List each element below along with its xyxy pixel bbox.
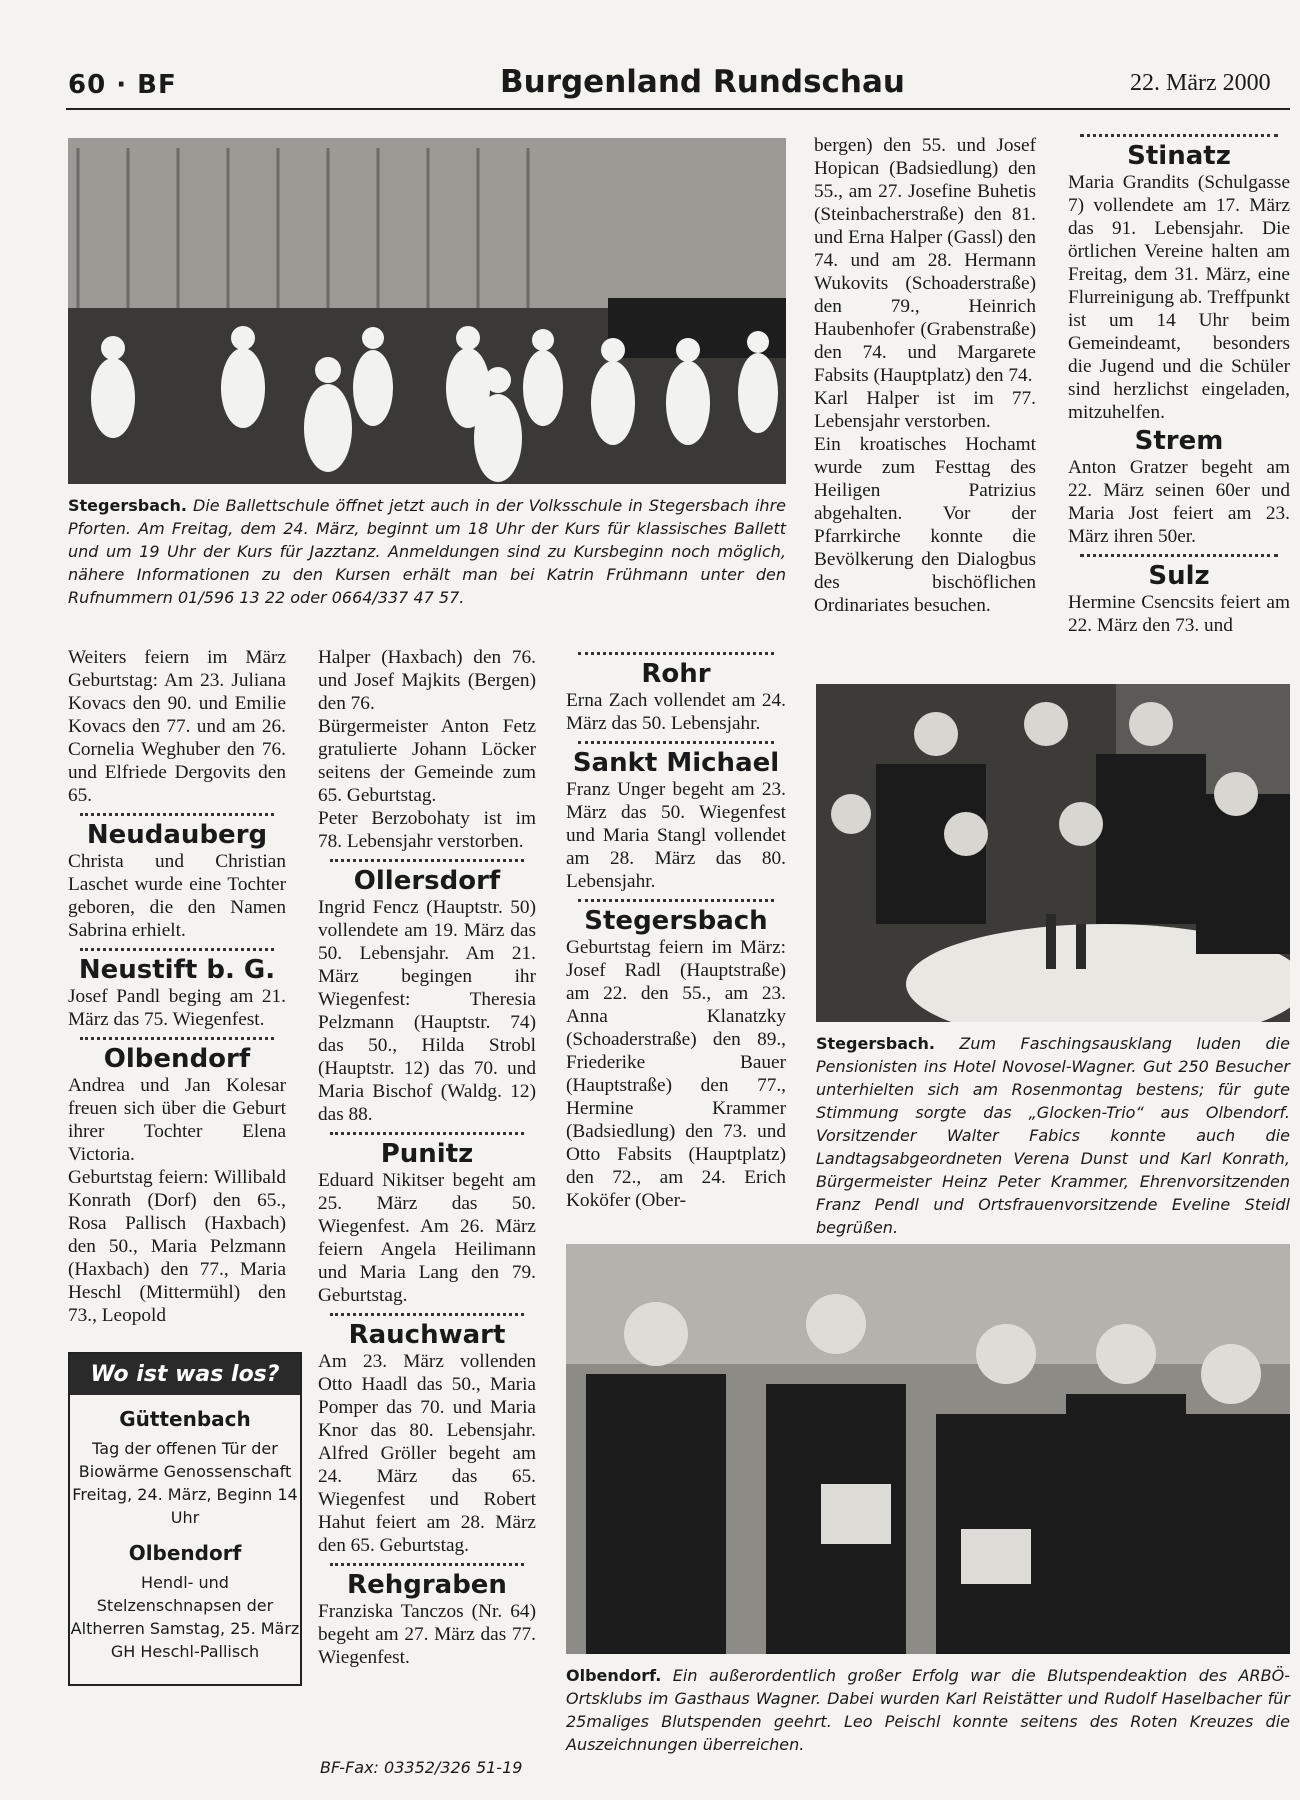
rohr-text: Erna Zach vollendet am 24. März das 50. Lebensjahr. xyxy=(566,690,786,734)
heading-strem: Strem xyxy=(1134,426,1224,456)
sankt-michael-text: Franz Unger begeht am 23. März das 50. Wiegenfest und Maria Stangl vollendet am 28. März das 80. Lebensjahr. xyxy=(566,779,786,892)
stegersbach-text: Geburtstag feiern im März: Josef Radl (Hauptstraße) am 22. den 55., am 23. Anna Klanatzky (Schoaderstraße) den 89., Friederike Bauer (Hauptstraße) den 77., Hermine Krammer (Badsiedlung) den 73. und Otto Fabsits (Hauptplatz) den 72., am 24. Erich Koköfer (Ober- xyxy=(566,937,786,1211)
heading-stegersbach: Stegersbach xyxy=(584,906,768,936)
pensioners-photo-image xyxy=(816,684,1290,1022)
fax-number: BF-Fax: 03352/326 51-19 xyxy=(320,1758,523,1777)
divider xyxy=(330,859,524,862)
strem-text: Anton Gratzer begeht am 22. März seinen 60er und Maria Jost feiert am 23. März ihren 50er. xyxy=(1068,457,1290,547)
divider xyxy=(578,899,774,902)
heading-olbendorf: Olbendorf xyxy=(103,1044,251,1074)
ollersdorf-text: Ingrid Fencz (Hauptstr. 50) vollendete am 19. März das 50. Lebensjahr. Am 21. März begingen ihr Wiegenfest: Theresia Pelzmann (Hauptstr. 74) das 50., Hilda Strobl (Hauptstr. 12) das 70. und Maria Bischof (Waldg. 12) das 88. xyxy=(318,897,536,1125)
events-text-guettenbach: Tag der offenen Tür der Biowärme Genossenschaft Freitag, 24. März, Beginn 14 Uhr xyxy=(72,1439,298,1527)
heading-sankt-michael: Sankt Michael xyxy=(572,748,780,778)
blood-donation-caption-text: Ein außerordentlich großer Erfolg war die Blutspendeaktion des ARBÖ-Ortsklubs im Gasthaus Wagner. Dabei wurden Karl Reistätter und Rudolf Haselbacher für 25maliges Blutspenden geehrt. Leo Peischl konnte seitens des Roten Kreuzes die Auszeichnungen überreichen. xyxy=(566,1666,1291,1754)
events-box-title: Wo ist was los? xyxy=(70,1354,300,1395)
events-box xyxy=(68,1352,302,1686)
heading-neudauberg: Neudauberg xyxy=(86,820,268,850)
column-2 xyxy=(318,646,536,1669)
column-3 xyxy=(566,646,786,1212)
pensioners-caption-text: Zum Faschingsausklang luden die Pensionisten ins Hotel Novosel-Wagner. Gut 250 Besucher unterhielten sich am Rosenmontag bestens; für gute Stimmung sorgte das „Glocken-Trio“ aus Olbendorf. Vorsitzender Walter Fabics konnte auch die Landtagsabgeordneten Verena Dunst und Karl Konrath, Bürgermeister Heinz Peter Krammer, Ehrenvorsitzenden Franz Pendl und Ortsfrauenvorsitzende Eveline Steidl begrüßen. xyxy=(816,1034,1290,1237)
divider xyxy=(330,1563,524,1566)
heading-punitz: Punitz xyxy=(380,1139,474,1169)
col4-text-1: bergen) den 55. und Josef Hopican (Badsiedlung) den 55., am 27. Josefine Buhetis (Steinbacherstraße) den 81. und Erna Halper (Gassl) den 74. und am 28. Hermann Wukovits (Schoaderstraße) den 79., Heinrich Haubenhofer (Grabenstraße) den 74. und Margarete Fabsits (Hauptplatz) den 74. xyxy=(814,135,1036,386)
blood-donation-caption xyxy=(566,1664,1290,1756)
issue-date: 22. März 2000 xyxy=(1130,70,1271,96)
ballet-photo xyxy=(68,138,786,484)
rehgraben-text: Franziska Tanczos (Nr. 64) begeht am 27. März das 77. Wiegenfest. xyxy=(318,1601,536,1668)
col2-intro-3: Peter Berzobohaty ist im 78. Lebensjahr verstorben. xyxy=(318,808,536,852)
column-1 xyxy=(68,646,286,1327)
heading-stinatz: Stinatz xyxy=(1127,141,1231,171)
column-5 xyxy=(1068,134,1290,637)
ballet-caption xyxy=(68,494,786,609)
neudauberg-text: Christa und Christian Laschet wurde eine Tochter geboren, die den Namen Sabrina erhielt. xyxy=(68,851,286,941)
divider xyxy=(330,1313,524,1316)
neustift-text: Josef Pandl beging am 21. März das 75. Wiegenfest. xyxy=(68,986,286,1030)
col1-intro: Weiters feiern im März Geburtstag: Am 23. Juliana Kovacs den 90. und Emilie Kovacs den 77. und am 26. Cornelia Weghuber den 76. und Elfriede Dergovits den 65. xyxy=(68,647,286,806)
divider xyxy=(1080,134,1278,137)
ballet-photo-image xyxy=(68,138,786,484)
newspaper-title: Burgenland Rundschau xyxy=(500,64,905,100)
divider xyxy=(80,948,274,951)
col4-text-2: Karl Halper ist im 77. Lebensjahr verstorben. xyxy=(814,388,1036,432)
heading-ollersdorf: Ollersdorf xyxy=(353,866,501,896)
blood-donation-photo-image xyxy=(566,1244,1290,1654)
divider xyxy=(80,813,274,816)
heading-rehgraben: Rehgraben xyxy=(347,1570,507,1600)
heading-neustift: Neustift b. G. xyxy=(78,955,276,985)
olbendorf-text-1: Andrea und Jan Kolesar freuen sich über die Geburt ihrer Tochter Elena Victoria. xyxy=(68,1075,286,1165)
blood-donation-photo xyxy=(566,1244,1290,1654)
divider xyxy=(80,1037,274,1040)
col2-intro-2: Bürgermeister Anton Fetz gratulierte Johann Löcker seitens der Gemeinde zum 65. Geburtstag. xyxy=(318,716,536,806)
divider xyxy=(330,1132,524,1135)
events-town-guettenbach: Güttenbach xyxy=(119,1407,251,1431)
heading-rohr: Rohr xyxy=(641,659,711,689)
col2-intro: Halper (Haxbach) den 76. und Josef Majkits (Bergen) den 76. xyxy=(318,647,536,714)
stinatz-text: Maria Grandits (Schulgasse 7) vollendete am 17. März das 91. Lebensjahr. Die örtlichen Vereine halten am Freitag, dem 31. März, eine Flurreinigung ab. Treffpunkt ist um 14 Uhr beim Gemeindeamt, besonders die Jugend und die Schüler sind herzlichst eingeladen, mitzuhelfen. xyxy=(1068,172,1290,423)
ballet-caption-place: Stegersbach. xyxy=(68,496,187,515)
events-town-olbendorf: Olbendorf xyxy=(128,1541,242,1565)
punitz-text: Eduard Nikitser begeht am 25. März das 50. Wiegenfest. Am 26. März feiern Angela Heilimann und Maria Lang den 79. Geburtstag. xyxy=(318,1170,536,1306)
pensioners-photo xyxy=(816,684,1290,1022)
col4-text-3: Ein kroatisches Hochamt wurde zum Festtag des Heiligen Patrizius abgehalten. Vor der Pfarrkirche konnte die Bevölkerung den Dialogbus des bischöflichen Ordinariates besuchen. xyxy=(814,434,1036,616)
divider xyxy=(578,741,774,744)
heading-sulz: Sulz xyxy=(1148,561,1210,591)
heading-rauchwart: Rauchwart xyxy=(348,1320,506,1350)
events-text-olbendorf: Hendl- und Stelzenschnapsen der Altherren Samstag, 25. März GH Heschl-Pallisch xyxy=(70,1573,300,1661)
divider xyxy=(578,652,774,655)
ballet-caption-text: Die Ballettschule öffnet jetzt auch in der Volksschule in Stegersbach ihre Pforten. Am Freitag, dem 24. März, beginnt um 18 Uhr der Kurs für klassisches Ballett und um 19 Uhr der Kurs für Jazztanz. Anmeldungen sind zu Kursbeginn noch möglich, nähere Informationen zu den Kursen erhält man bei Katrin Frühmann unter den Rufnummern 01/596 13 22 oder 0664/337 47 57. xyxy=(68,496,786,607)
olbendorf-text-2: Geburtstag feiern: Willibald Konrath (Dorf) den 65., Rosa Pallisch (Haxbach) den 50., Maria Pelzmann (Haxbach) den 77., Maria Heschl (Mittermühl) den 73., Leopold xyxy=(68,1167,286,1326)
pensioners-caption-place: Stegersbach. xyxy=(816,1034,935,1053)
divider xyxy=(1080,554,1278,557)
page-number: 60 · BF xyxy=(68,70,177,100)
header-rule xyxy=(66,108,1290,110)
sulz-text: Hermine Csencsits feiert am 22. März den 73. und xyxy=(1068,592,1290,636)
rauchwart-text: Am 23. März vollenden Otto Haadl das 50., Maria Pomper das 70. und Maria Knor das 80. Lebensjahr. Alfred Gröller begeht am 24. März das 65. Wiegenfest und Robert Hahut feiert am 28. März den 65. Geburtstag. xyxy=(318,1351,536,1556)
column-4 xyxy=(814,134,1036,617)
blood-donation-caption-place: Olbendorf. xyxy=(566,1666,662,1685)
pensioners-caption xyxy=(816,1032,1290,1239)
